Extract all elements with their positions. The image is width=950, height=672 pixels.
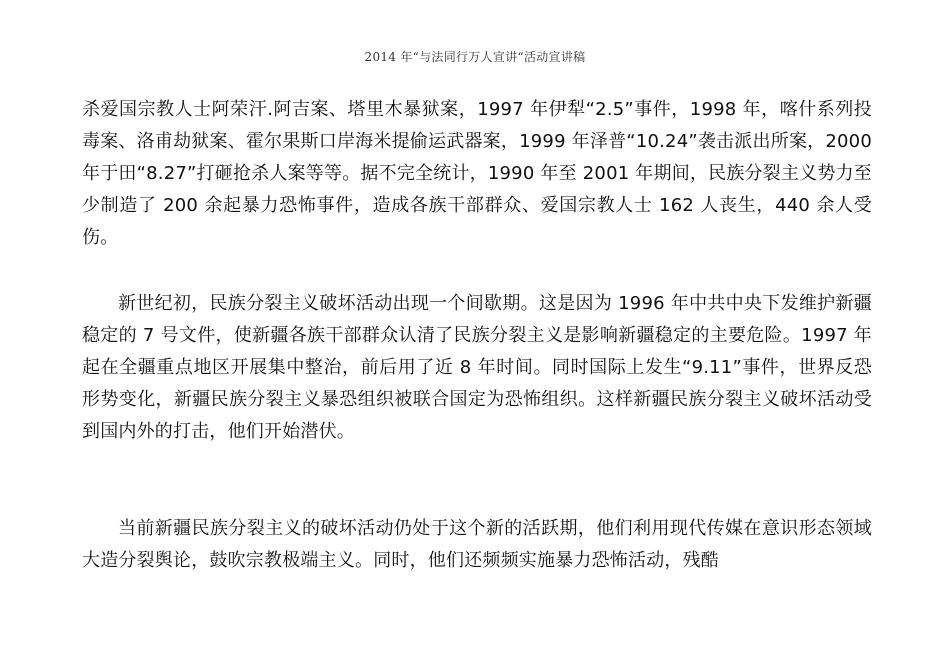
paragraph-3 [82,513,872,577]
paragraph-2 [82,288,872,448]
page-header: 2014 年“与法同行万人宣讲“活动宣讲稿 [364,50,586,64]
paragraph-2-text: 新世纪初，民族分裂主义破坏活动出现一个间歇期。这是因为 1996 年中共中央下发维护新疆稳定的 7 号文件，使新疆各族干部群众认清了民族分裂主义是影响新疆稳定的主要危险。1997 年起在全疆重点地区开展集中整治，前后用了近 8 年时间。同时国际上发生“9.11”事件，世界反恐形势变化，新疆民族分裂主义暴恐组织被联合国定为恐怖组织。这样新疆民族分裂主义破坏活动受到国内外的打击，他们开始潜伏。 [82,293,872,442]
paragraph-3-text: 当前新疆民族分裂主义的破坏活动仍处于这个新的活跃期，他们利用现代传媒在意识形态领域大造分裂舆论，鼓吹宗教极端主义。同时，他们还频频实施暴力恐怖活动，残酷 [82,518,872,571]
paragraph-1-text: 杀爱国宗教人士阿荣汗.阿吉案、塔里木暴狱案，1997 年伊犁“2.5”事件，1998 年，喀什系列投毒案、洛甫劫狱案、霍尔果斯口岸海米提偷运武器案，1999 年泽普“10.24”袭击派出所案，2000 年于田“8.27”打砸抢杀人案等等。据不完全统计，1990 年至 2001 年期间，民族分裂主义势力至少制造了 200 余起暴力恐怖事件，造成各族干部群众、爱国宗教人士 162 人丧生，440 余人受伤。 [82,99,872,248]
paragraph-1 [82,94,872,254]
